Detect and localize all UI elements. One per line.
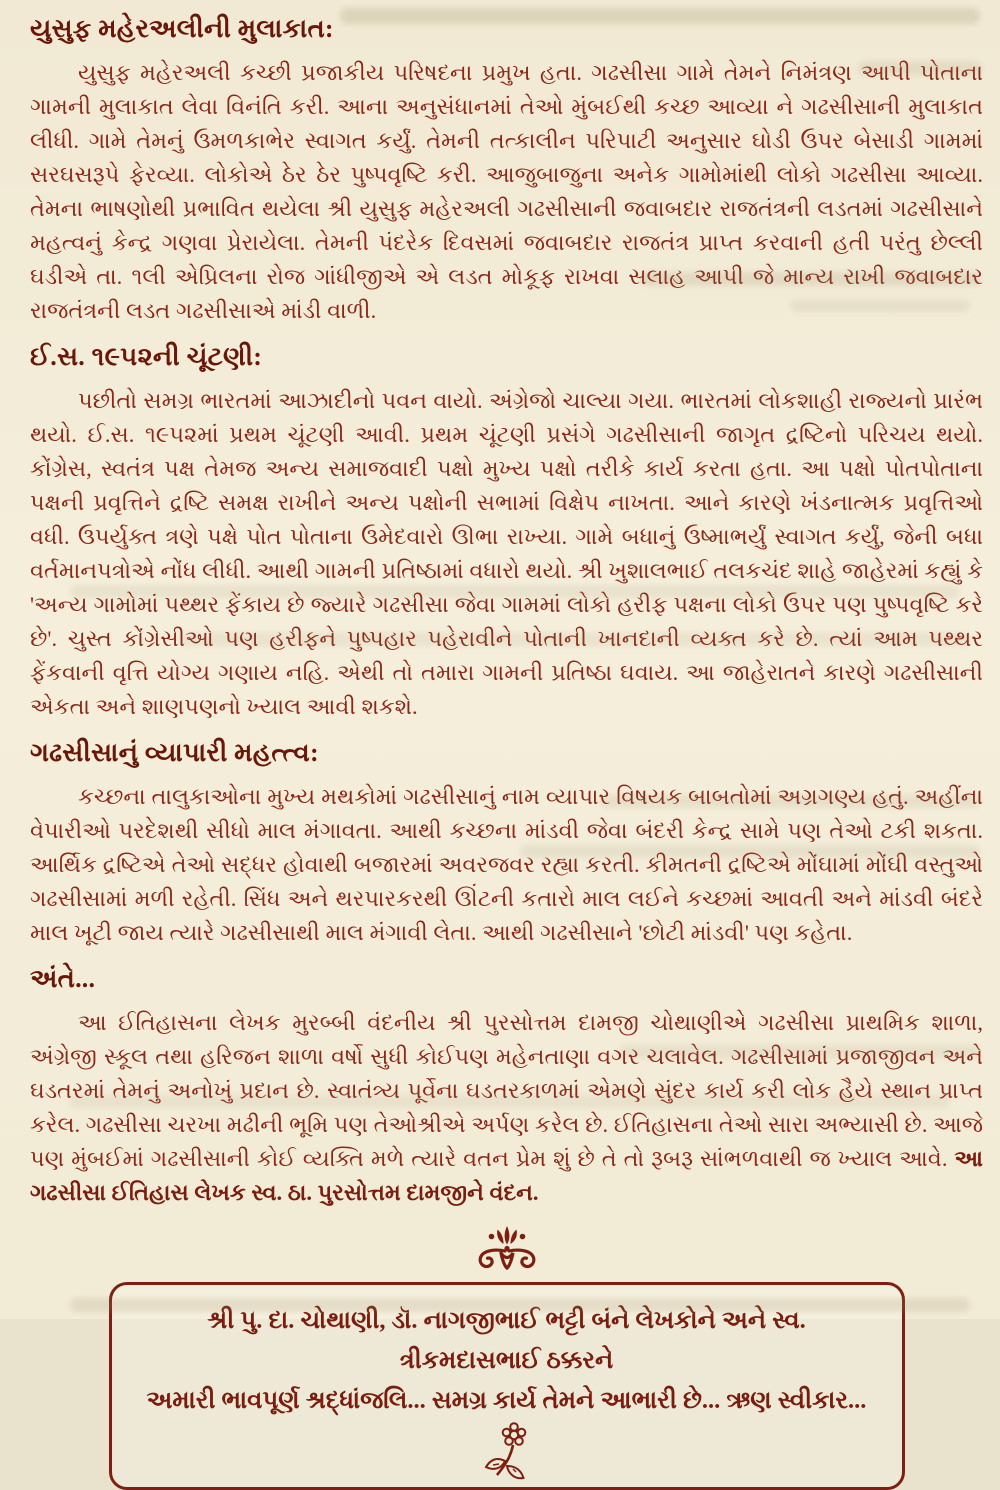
tribute-line-1: શ્રી પુ. દા. ચોથાણી, ડૉ. નાગજીભાઈ ભટ્ટી બંને લેખકોને અને સ્વ. ત્રીકમદાસભાઈ ઠક્કરને bbox=[207, 1307, 806, 1374]
tribute-line-2: અમારી ભાવપૂર્ણ શ્રદ્ધાંજલિ... સમગ્ર કાર્ય તેમને આભારી છે... ઋણ સ્વીકાર... bbox=[146, 1387, 867, 1414]
section-commercial-importance bbox=[30, 738, 983, 950]
section-body-yusuf-meherali: યુસુફ મહેરઅલી કચ્છી પ્રજાકીય પરિષદના પ્રમુખ હતા. ગઢસીસા ગામે તેમને નિમંત્રણ આપી પોતાના ગામની મુલાકાત લેવા વિનંતિ કરી. આના અનુસંધાનમાં તેઓ મુંબઈથી કચ્છ આવ્યા ને ગઢસીસાની મુલાકાત લીધી. ગામે તેમનું ઉમળકાભેર સ્વાગત કર્યું. તેમની તત્કાલીન પરિપાટી અનુસાર ઘોડી ઉપર બેસાડી ગામમાં સરઘસરૂપે ફેરવ્યા. લોકોએ ઠેર ઠેર પુષ્પવૃષ્ટિ કરી. આજુબાજુના અનેક ગામોમાંથી લોકો ગઢસીસા આવ્યા. તેમના ભાષણોથી પ્રભાવિત થયેલા શ્રી યુસુફ મહેરઅલી ગઢસીસાની જવાબદાર રાજતંત્રની લડતમાં ગઢસીસાને મહત્વનું કેન્દ્ર ગણવા પ્રેરાયેલા. તેમની પંદરેક દિવસમાં જવાબદાર રાજતંત્ર પ્રાપ્ત કરવાની હતી પરંતુ છેલ્લી ઘડીએ તા. ૧લી એપ્રિલના રોજ ગાંધીજીએ એ લડત મોકૂફ રાખવા સલાહ આપી જે માન્ય રાખી જવાબદાર રાજતંત્રની લડત ગઢસીસાએ માંડી વાળી. bbox=[30, 60, 983, 323]
dedication-bold-text: આ ગઢસીસા ઈતિહાસ લેખક સ્વ. ઠા. પુરસોત્તમ દામજીને વંદન. bbox=[30, 1146, 984, 1205]
section-conclusion bbox=[30, 964, 983, 1210]
tribute-box bbox=[109, 1282, 905, 1490]
section-body-conclusion bbox=[30, 1006, 983, 1210]
section-heading-conclusion: અંતે... bbox=[30, 964, 96, 993]
flower-ornament-icon bbox=[146, 1423, 868, 1481]
section-body-1952-election: પછીતો સમગ્ર ભારતમાં આઝાદીનો પવન વાયો. અંગ્રેજો ચાલ્યા ગયા. ભારતમાં લોકશાહી રાજ્યનો પ્રારંભ થયો. ઈ.સ. ૧૯૫૨માં પ્રથમ ચૂંટણી આવી. પ્રથમ ચૂંટણી પ્રસંગે ગઢસીસાની જાગૃત દ્રષ્ટિનો પરિચય થયો. કોંગ્રેસ, સ્વતંત્ર પક્ષ તેમજ અન્ય સમાજવાદી પક્ષો મુખ્ય પક્ષો તરીકે કાર્ય કરતા હતા. આ પક્ષો પોતપોતાના પક્ષની પ્રવૃત્તિને દ્રષ્ટિ સમક્ષ રાખીને અન્ય પક્ષોની સભામાં વિક્ષેપ નાખતા. આને કારણે ખંડનાત્મક પ્રવૃત્તિઓ વધી. ઉપર્યુક્ત ત્રણે પક્ષે પોત પોતાના ઉમેદવારો ઊભા રાખ્યા. ગામે બધાનું ઉષ્માભર્યું સ્વાગત કર્યું, જેની બધા વર્તમાનપત્રોએ નોંધ લીધી. આથી ગામની પ્રતિષ્ઠામાં વધારો થયો. શ્રી ખુશાલભાઈ તલકચંદ શાહે જાહેરમાં કહ્યું કે 'અન્ય ગામોમાં પથ્થર ફેંકાય છે જ્યારે ગઢસીસા જેવા ગામમાં લોકો હરીફ પક્ષના લોકો ઉપર પણ પુષ્પવૃષ્ટિ કરે છે'. ચુસ્ત કોંગ્રેસીઓ પણ હરીફને પુષ્પહાર પહેરાવીને પોતાની ખાનદાની વ્યક્ત કરે છે. ત્યાં આમ પથ્થર ફેંકવાની વૃત્તિ યોગ્ય ગણાય નહિ. એથી તો તમારા ગામની પ્રતિષ્ઠા ઘવાય. આ જાહેરાતને કારણે ગઢસીસાની એકતા અને શાણપણનો ખ્યાલ આવી શકશે. bbox=[30, 388, 983, 719]
section-heading-yusuf-meherali: યુસુફ મહેરઅલીની મુલાકાત: bbox=[30, 14, 334, 43]
conclusion-text: આ ઈતિહાસના લેખક મુરબ્બી વંદનીય શ્રી પુરસોત્તમ દામજી ચોથાણીએ ગઢસીસા પ્રાથમિક શાળા, અંગ્રેજી સ્કૂલ તથા હરિજન શાળા વર્ષો સુધી કોઈપણ મહેનતાણા વગર ચલાવેલ. ગઢસીસામાં પ્રજાજીવન અને ઘડતરમાં તેમનું અનોખું પ્રદાન છે. સ્વાતંત્ર્ય પૂર્વેના ઘડતરકાળમાં એમણે સુંદર કાર્ય કરી લોક હૈયે સ્થાન પ્રાપ્ત કરેલ. ગઢસીસા ચરખા મઢીની ભૂમિ પણ તેઓશ્રીએ અર્પણ કરેલ છે. ઈતિહાસના તેઓ સારા અભ્યાસી છે. આજે પણ મુંબઈમાં ગઢસીસાની કોઈ વ્યક્તિ મળે ત્યારે વતન પ્રેમ શું છે તે તો રૂબરૂ સાંભળવાથી જ ખ્યાલ આવે. bbox=[30, 1010, 983, 1171]
section-1952-election bbox=[30, 342, 983, 724]
section-heading-1952-election: ઈ.સ. ૧૯૫૨ની ચૂંટણી: bbox=[30, 342, 263, 371]
section-heading-commercial-importance: ગઢસીસાનું વ્યાપારી મહત્ત્વ: bbox=[30, 738, 319, 767]
section-body-commercial-importance: કચ્છના તાલુકાઓના મુખ્ય મથકોમાં ગઢસીસાનું નામ વ્યાપાર વિષયક બાબતોમાં અગ્રગણ્ય હતું. અહીંના વેપારીઓ પરદેશથી સીધો માલ મંગાવતા. આથી કચ્છના માંડવી જેવા બંદરી કેન્દ્ર સામે પણ તેઓ ટકી શકતા. આર્થિક દ્રષ્ટિએ તેઓ સદ્ધર હોવાથી બજારમાં અવરજવર રહ્યા કરતી. કીમતની દ્રષ્ટિએ મોંઘામાં મોંઘી વસ્તુઓ ગઢસીસામાં મળી રહેતી. સિંધ અને થરપારકરથી ઊંટની કતારો માલ લઈને કચ્છમાં આવતી અને માંડવી બંદરે માલ ખૂટી જાય ત્યારે ગઢસીસાથી માલ મંગાવી લેતા. આથી ગઢસીસાને 'છોટી માંડવી' પણ કહેતા. bbox=[30, 784, 983, 945]
section-yusuf-meherali-visit bbox=[30, 14, 983, 328]
fleuron-ornament-icon bbox=[30, 1224, 983, 1272]
